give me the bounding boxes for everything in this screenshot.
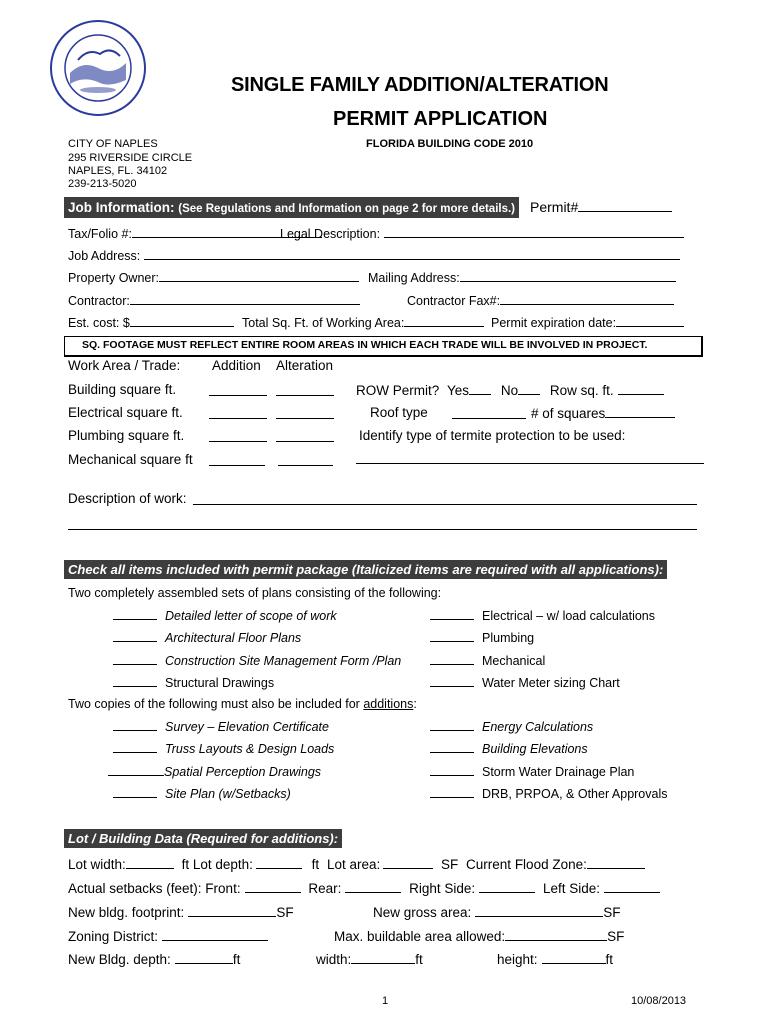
termite-label: Identify type of termite protection to be used: [359,428,626,443]
check-left2-3[interactable] [113,786,291,801]
check-blank[interactable] [430,630,474,642]
flood-zone-label: Current Flood Zone: [466,857,587,872]
legal-label: Legal Description: [280,227,381,241]
depth-label: New Bldg. depth: [68,952,171,967]
total-sqft-field[interactable] [404,314,484,327]
check-right1-3[interactable] [430,675,620,690]
total-sqft-label: Total Sq. Ft. of Working Area: [242,316,405,330]
check-label: Building Elevations [482,742,588,756]
job-address-label: Job Address: [68,249,141,263]
ft-unit: ft [181,857,190,872]
checklist-bar: Check all items included with permit package (Italicized items are required with all applications): [64,560,667,579]
title-line1: SINGLE FAMILY ADDITION/ALTERATION [231,74,609,96]
rear-label: Rear: [308,881,342,896]
permit-label [530,199,672,215]
permit-exp-label: Permit expiration date: [491,316,617,330]
gross-area-row [373,904,621,920]
check-blank[interactable] [113,608,157,620]
work-area-label: Work Area / Trade: [68,358,181,373]
plumbing-addition-field[interactable] [209,429,267,442]
description-field-2[interactable] [68,517,697,530]
owner-label: Property Owner: [68,271,160,285]
check-right1-1[interactable] [430,630,534,645]
check-blank[interactable] [430,608,474,620]
trade-plumbing: Plumbing square ft. [68,428,185,443]
checklist-intro-1: Two completely assembled sets of plans consisting of the following: [68,586,442,600]
roof-type-label: Roof type [370,405,428,420]
check-blank[interactable] [113,786,157,798]
check-blank[interactable] [113,675,157,687]
check-blank[interactable] [430,719,474,731]
check-label: Detailed letter of scope of work [165,609,337,623]
checklist-intro-2 [68,697,417,711]
zoning-row [68,928,268,944]
left-side-label: Left Side: [542,881,600,896]
mechanical-alteration-field[interactable] [278,453,333,466]
check-blank[interactable] [430,786,474,798]
ft-unit: ft [605,952,614,967]
tax-folio-label: Tax/Folio #: [68,227,132,241]
electrical-alteration-field[interactable] [276,406,334,419]
max-area-row [334,928,624,944]
code-subtitle: FLORIDA BUILDING CODE 2010 [366,138,534,150]
mailing-row [368,269,676,285]
check-label: Spatial Perception Drawings [164,765,322,779]
address-line-3: NAPLES, FL. 34102 [68,165,168,177]
sq-footage-note [64,336,703,357]
contractor-label: Contractor: [68,294,130,308]
sf-unit: SF [441,857,459,872]
mailing-label: Mailing Address: [368,271,460,285]
job-address-field[interactable] [144,247,680,260]
row-permit-no-label: No [500,383,519,398]
page-number: 1 [382,995,389,1007]
permit-exp-row [491,314,684,330]
address-line-4: 239-213-5020 [68,178,137,190]
trade-mechanical: Mechanical square ft [68,452,193,467]
roof-type-field[interactable] [452,406,526,419]
title-line2: PERMIT APPLICATION [333,108,548,130]
check-left2-2[interactable] [108,764,321,779]
contractor-fax-field[interactable] [500,292,674,305]
building-alteration-field[interactable] [276,383,334,396]
ft-unit: ft [232,952,241,967]
check-left1-0[interactable] [113,608,337,623]
footprint-label: New bldg. footprint: [68,905,185,920]
check-label: Mechanical [482,654,546,668]
check-label: Energy Calculations [482,720,594,734]
permit-exp-field[interactable] [616,314,684,327]
check-blank[interactable] [113,741,157,753]
check-blank[interactable] [113,630,157,642]
depth-row [68,951,240,967]
setbacks-front-label: Actual setbacks (feet): Front: [68,881,241,896]
check-blank[interactable] [430,764,474,776]
height-field[interactable] [542,951,606,964]
owner-field[interactable] [159,269,359,282]
check-left1-3[interactable] [113,675,274,690]
check-blank[interactable] [113,653,157,665]
flood-zone-field[interactable] [587,856,645,869]
city-seal [48,18,148,118]
description-field-1[interactable] [193,492,697,505]
row-sqft-label: Row sq. ft. [549,383,614,398]
check-label: Water Meter sizing Chart [482,676,620,690]
job-info-bar [64,197,519,218]
max-area-label: Max. buildable area allowed: [334,929,506,944]
check-left2-0[interactable] [113,719,329,734]
addition-col-label: Addition [212,358,261,373]
contractor-fax-label: Contractor Fax#: [407,294,501,308]
check-right2-2[interactable] [430,764,634,779]
ft-unit: ft [311,857,320,872]
check-right1-0[interactable] [430,608,655,623]
sq-footage-text: SQ. FOOTAGE MUST REFLECT ENTIRE ROOM AREAS IN WHICH EACH TRADE WILL BE INVOLVED IN PROJECT. [82,339,648,351]
row-permit-label: ROW Permit? [356,383,440,398]
check-label: Plumbing [482,631,535,645]
termite-field[interactable] [356,451,704,464]
building-addition-field[interactable] [209,383,267,396]
zoning-field[interactable] [162,928,268,941]
width-row [316,951,423,967]
width-label: width: [316,952,352,967]
right-side-field[interactable] [479,880,535,893]
est-cost-label: Est. cost: $ [68,316,130,330]
footprint-row [68,904,294,920]
lot-bar: Lot / Building Data (Required for additions): [64,829,342,848]
squares-row [531,405,675,421]
depth-field[interactable] [175,951,233,964]
lot-depth-label: Lot depth: [192,857,253,872]
permit-number-field[interactable] [578,199,672,212]
row-permit-row [356,382,664,398]
alteration-col-label: Alteration [276,358,334,373]
legal-field[interactable] [384,225,684,238]
plumbing-alteration-field[interactable] [276,429,334,442]
right-side-label: Right Side: [409,881,476,896]
trade-building: Building square ft. [68,382,177,397]
check-right1-2[interactable] [430,653,545,668]
trade-electrical: Electrical square ft. [68,405,183,420]
check-left2-1[interactable] [113,741,334,756]
row-permit-no-field[interactable] [518,382,540,395]
contractor-row [68,292,360,308]
check-left1-2[interactable] [113,653,401,668]
check-right2-0[interactable] [430,719,593,734]
check-blank[interactable] [430,653,474,665]
row-sqft-field[interactable] [618,382,664,395]
est-cost-field[interactable] [130,314,234,327]
address-line-2: 295 RIVERSIDE CIRCLE [68,152,193,164]
lot-area-field[interactable] [383,856,433,869]
max-area-field[interactable] [505,928,607,941]
intro2-post: : [413,697,417,711]
mechanical-addition-field[interactable] [209,453,265,466]
contractor-fax-row [407,292,674,308]
check-label: Architectural Floor Plans [165,631,302,645]
setbacks-front-field[interactable] [245,880,301,893]
owner-row [68,269,359,285]
intro2-pre: Two copies of the following must also be included for [68,697,364,711]
check-right2-3[interactable] [430,786,668,801]
check-label: Truss Layouts & Design Loads [165,742,335,756]
total-sqft-row [242,314,484,330]
footer-date: 10/08/2013 [631,995,687,1007]
check-blank[interactable] [113,719,157,731]
check-label: Storm Water Drainage Plan [482,765,635,779]
sf-unit: SF [276,905,294,920]
permit-label-text: Permit# [530,199,579,215]
footprint-field[interactable] [188,904,276,917]
lot-row-2 [68,880,660,896]
check-label: Electrical – w/ load calculations [482,609,655,623]
height-row [497,951,613,967]
sf-unit: SF [603,905,621,920]
num-squares-field[interactable] [605,405,675,418]
check-blank[interactable] [108,764,164,776]
contractor-field[interactable] [130,292,360,305]
gross-area-field[interactable] [475,904,603,917]
check-label: DRB, PRPOA, & Other Approvals [482,787,668,801]
ft-unit: ft [415,952,423,967]
rear-field[interactable] [345,880,401,893]
address-line-1: CITY OF NAPLES [68,138,158,150]
row-permit-yes-field[interactable] [469,382,491,395]
check-label: Survey – Elevation Certificate [165,720,329,734]
width-field[interactable] [351,951,415,964]
legal-row [280,225,684,241]
row-permit-yes-label: Yes [447,383,470,398]
job-info-title: Job Information: [68,200,175,215]
left-side-field[interactable] [604,880,660,893]
intro2-additions: additions [363,697,414,711]
lot-row-1 [68,856,645,872]
lot-width-field[interactable] [126,856,174,869]
electrical-addition-field[interactable] [209,406,267,419]
lot-width-label: Lot width: [68,857,126,872]
est-cost-row [68,314,234,330]
height-label: height: [497,952,538,967]
check-label: Site Plan (w/Setbacks) [165,787,291,801]
sf-unit: SF [607,929,625,944]
job-address-row [68,247,680,263]
gross-area-label: New gross area: [373,905,472,920]
lot-area-label: Lot area: [326,857,381,872]
check-label: Structural Drawings [165,676,275,690]
check-blank[interactable] [430,741,474,753]
mailing-field[interactable] [460,269,676,282]
check-blank[interactable] [430,675,474,687]
description-label: Description of work: [68,491,187,506]
check-right2-1[interactable] [430,741,588,756]
check-left1-1[interactable] [113,630,301,645]
zoning-label: Zoning District: [68,929,159,944]
num-squares-label: # of squares [531,406,606,421]
lot-depth-field[interactable] [256,856,302,869]
check-label: Construction Site Management Form /Plan [165,654,402,668]
job-info-note: (See Regulations and Information on page 2 for more details.) [178,203,516,215]
